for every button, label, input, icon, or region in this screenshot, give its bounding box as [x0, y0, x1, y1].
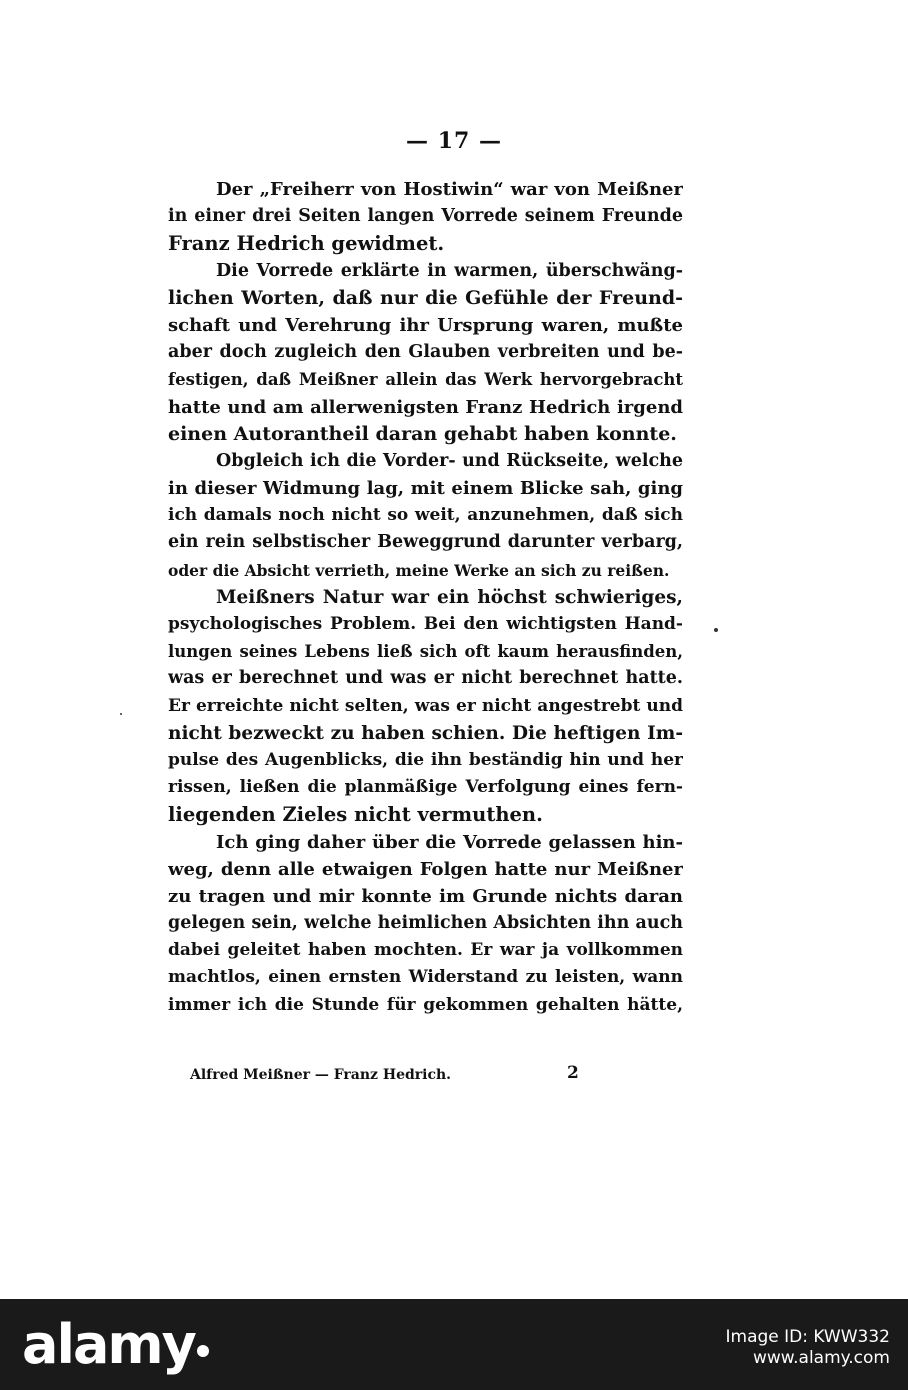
text-line: in dieser Widmung lag, mit einem Blicke sah, ging — [168, 478, 683, 500]
text-line: gelegen sein, welche heimlichen Absichten ihn auch — [168, 913, 683, 934]
stock-image-id: Image ID: KWW332 — [725, 1327, 890, 1347]
text-line: einen Autorantheil daran gehabt haben konnte. — [168, 422, 677, 445]
text-line: in einer drei Seiten langen Vorrede seinem Freunde — [168, 206, 683, 227]
text-line: psychologisches Problem. Bei den wichtigsten Hand- — [168, 614, 683, 634]
text-line: aber doch zugleich den Glauben verbreiten und be- — [168, 342, 683, 363]
text-line: oder die Absicht verrieth, meine Werke an sich zu reißen. — [168, 560, 670, 580]
body-text — [168, 176, 683, 1019]
text-line: ein rein selbstischer Beweggrund darunter verbarg, — [168, 532, 683, 553]
scan-speck — [714, 628, 718, 632]
text-line: was er berechnet und was er nicht berechnet hatte. — [168, 668, 683, 689]
text-line: Der „Freiherr von Hostiwin“ war von Meißner — [216, 179, 683, 200]
stock-logo — [22, 1313, 209, 1376]
stock-banner — [0, 1299, 908, 1390]
stock-logo-text: alamy — [22, 1313, 195, 1376]
text-line: nicht bezweckt zu haben schien. Die heftigen Im- — [168, 722, 683, 744]
stock-meta — [726, 1327, 891, 1369]
footer-signature: Alfred Meißner — Franz Hedrich. — [190, 1067, 452, 1083]
text-line: Franz Hedrich gewidmet. — [168, 232, 445, 256]
text-line: hatte und am allerwenigsten Franz Hedrich irgend — [168, 396, 683, 418]
text-line: liegenden Zieles nicht vermuthen. — [168, 803, 543, 827]
text-line: Ich ging daher über die Vorrede gelassen hin- — [216, 831, 683, 853]
text-line: weg, denn alle etwaigen Folgen hatte nur Meißner — [168, 858, 683, 880]
text-line: festigen, daß Meißner allein das Werk hervorgebracht — [168, 370, 683, 390]
text-line: schaft und Verehrung ihr Ursprung waren, mußte — [168, 314, 683, 336]
text-line: Die Vorrede erklärte in warmen, überschwäng- — [216, 260, 683, 281]
text-line: Er erreichte nicht selten, was er nicht angestrebt und — [168, 695, 683, 716]
text-line: immer ich die Stunde für gekommen gehalten hätte, — [168, 994, 683, 1015]
logo-dot-icon — [197, 1345, 209, 1357]
text-line: rissen, ließen die planmäßige Verfolgung eines fern- — [168, 777, 683, 798]
text-line: zu tragen und mir konnte im Grunde nichts daran — [168, 885, 683, 907]
text-line: machtlos, einen ernsten Widerstand zu leisten, wann — [168, 967, 683, 988]
text-line: Obgleich ich die Vorder- und Rückseite, welche — [216, 450, 683, 471]
text-line: pulse des Augenblicks, die ihn beständig hin und her — [168, 749, 683, 770]
stock-url: www.alamy.com — [752, 1348, 890, 1368]
footer-sheet-number: 2 — [567, 1063, 579, 1083]
text-line: lungen seines Lebens ließ sich oft kaum herausfinden, — [168, 642, 683, 662]
text-line: dabei geleitet haben mochten. Er war ja vollkommen — [168, 940, 683, 961]
text-line: Meißners Natur war ein höchst schwieriges, — [216, 586, 683, 608]
text-line: ich damals noch nicht so weit, anzunehmen, daß sich — [168, 505, 683, 526]
page-number: — 17 — — [406, 128, 502, 154]
scan-speck — [120, 713, 122, 715]
text-line: lichen Worten, daß nur die Gefühle der Freund- — [168, 286, 683, 309]
